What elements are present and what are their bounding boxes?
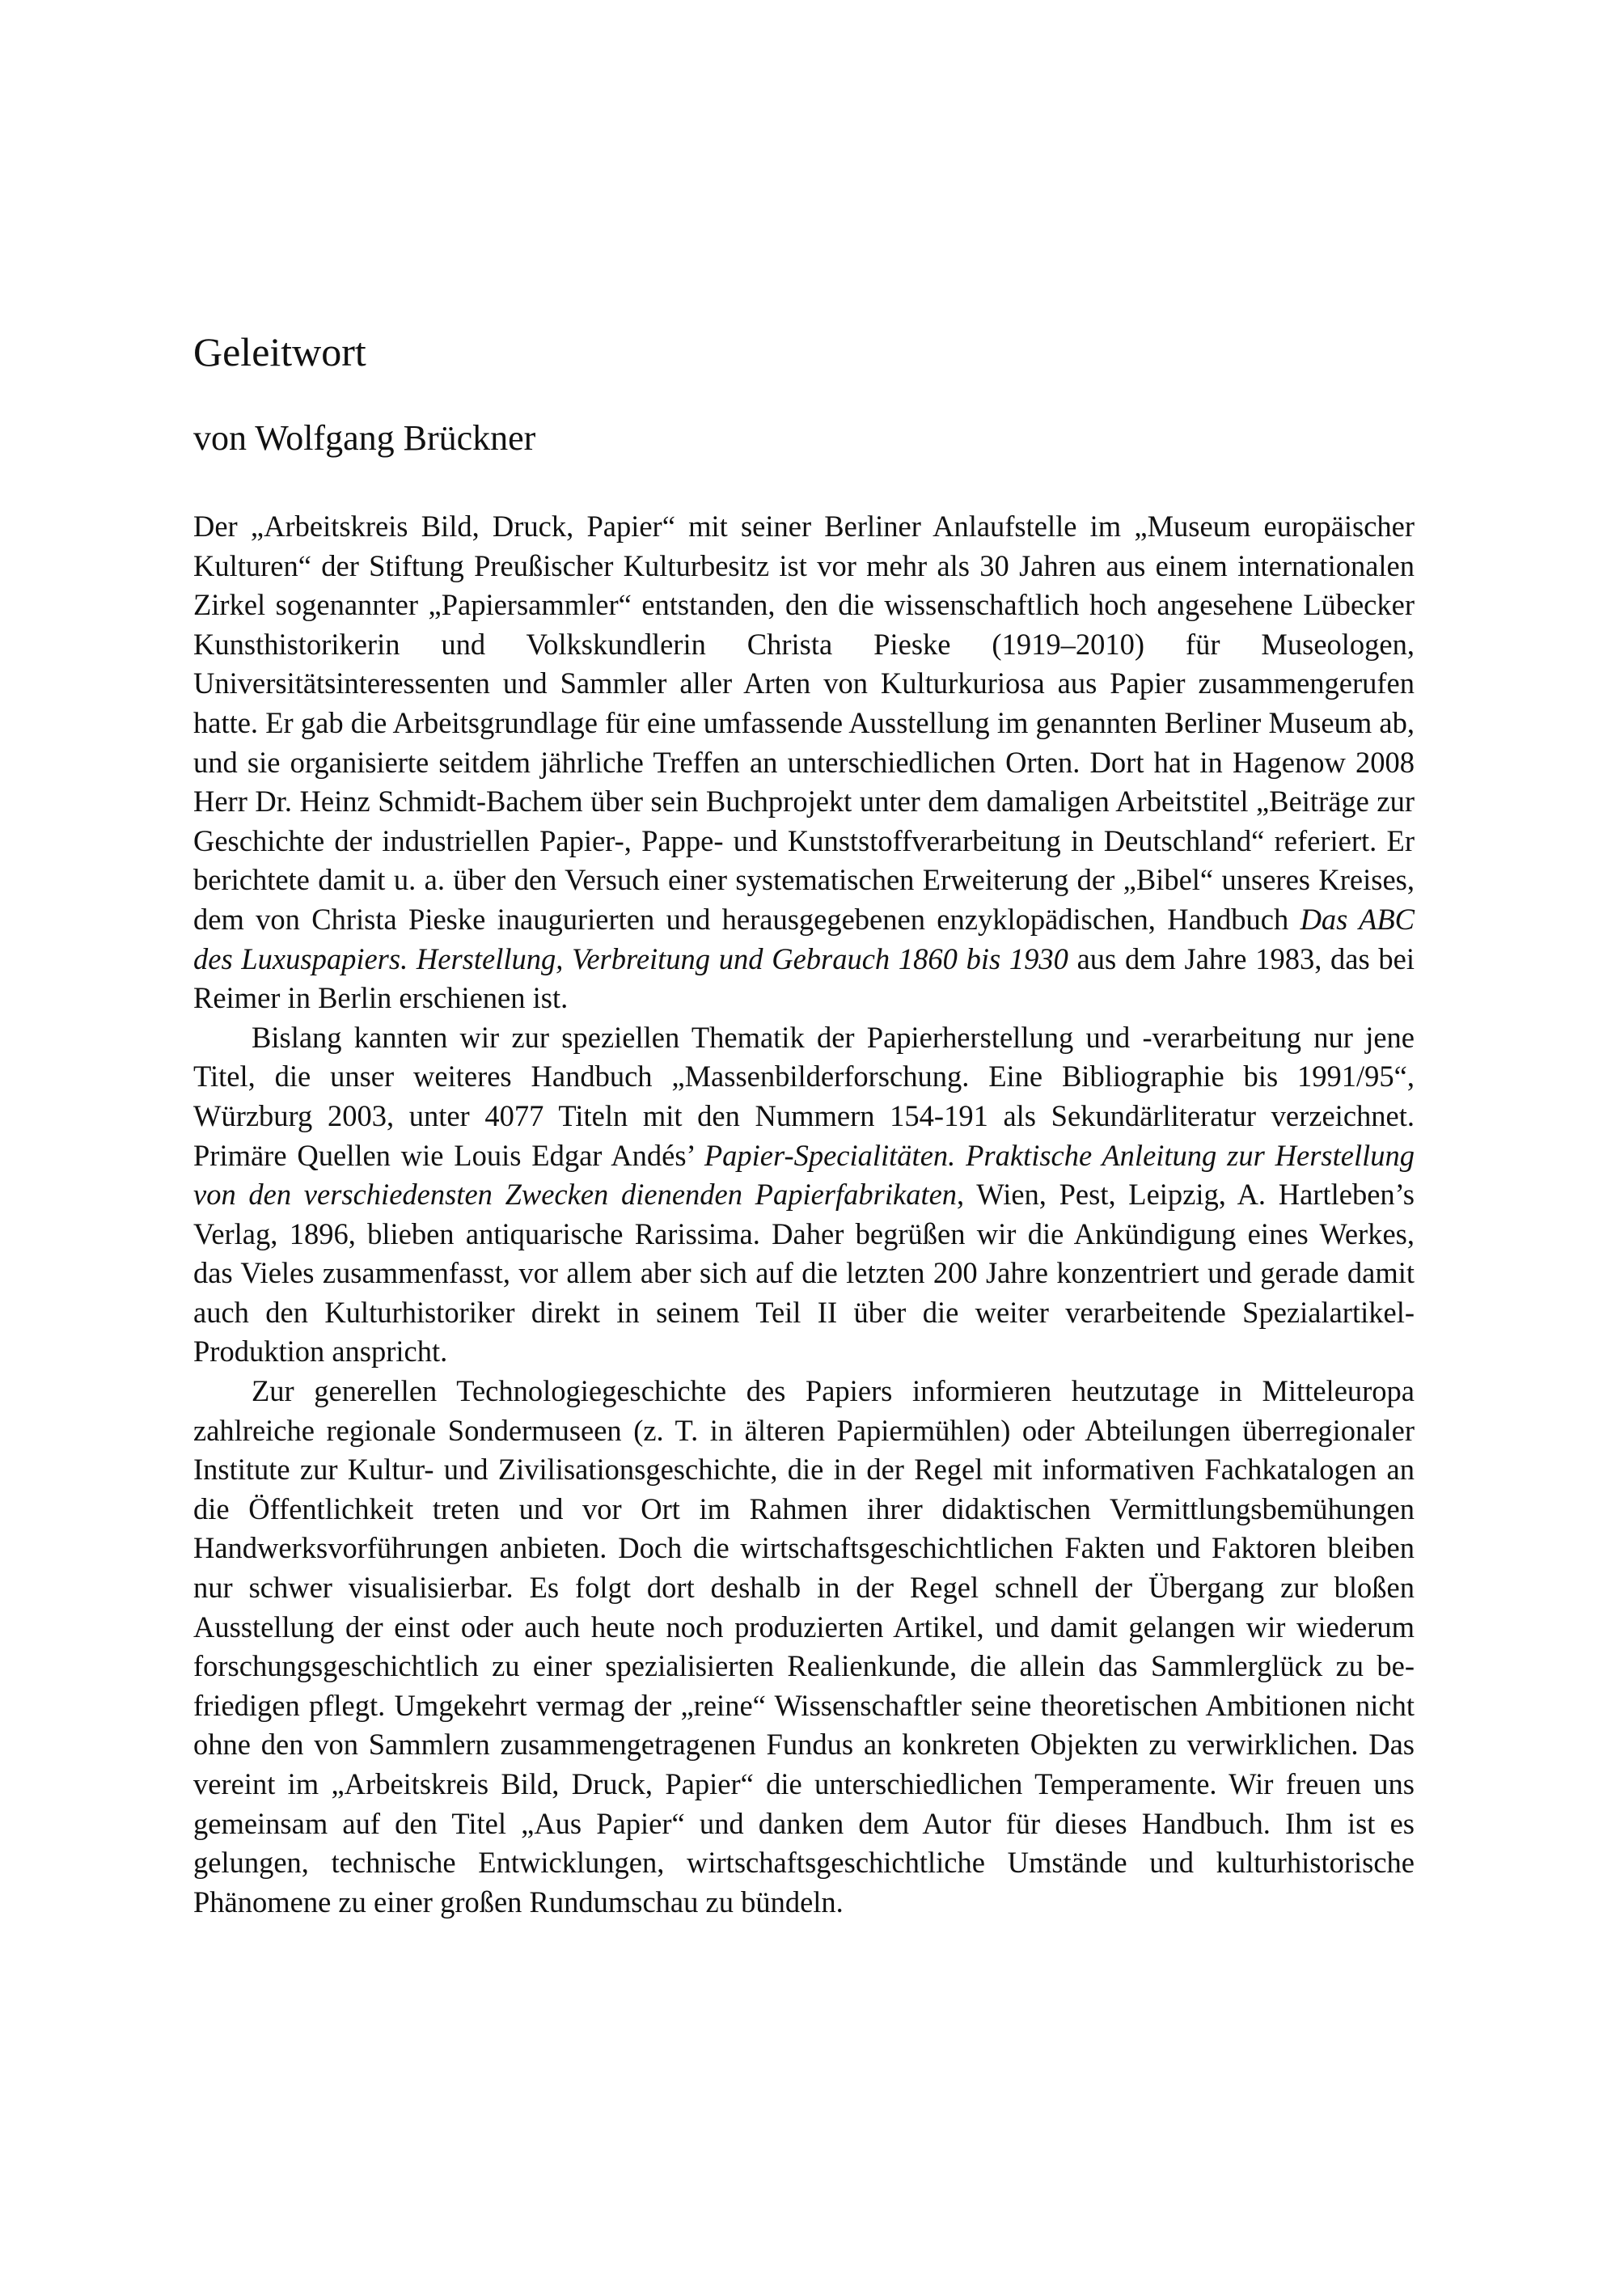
paragraph-3-text-1: Zur generellen Technologiegeschichte des Papiers informieren heutzutage in Mitteleuropa zahlreiche regionale Sondermuseen (z. T. in älteren Papiermühlen) oder Abteilungen überregionaler Institute zur Kultur- und Zivilisationsgeschichte, die in der Regel mit informativen Fachkatalogen an die Öffentlichkeit treten und vor Ort im Rahmen ihrer didaktischen Vermittlungsbemühungen Handwerksvorführungen anbieten. Doch die wirtschaftsgeschichtlichen Fakten und Faktoren bleiben nur schwer visualisierbar. Es folgt dort deshalb in der Regel schnell der Übergang zur bloßen Ausstellung der einst oder auch heute noch produzierten Artikel, und damit gelangen wir wiederum forschungsgeschichtlich zu einer spezialisierten Realienkunde, die allein das Sammlerglück zu befriedigen pflegt. Umgekehrt vermag der „reine“ Wissenschaftler seine theoretischen Ambitionen nicht ohne den von Sammlern zusammengetragenen Fundus an konkreten Objekten zu verwirklichen. Das vereint im „Arbeitskreis Bild, Druck, Papier“ die unterschiedlichen Temperamente. Wir freuen uns gemeinsam auf den Titel „Aus Papier“ und danken dem Autor für dieses Handbuch. Ihm ist es gelungen, technische Entwicklungen, wirtschaftsgeschichtliche Umstände und kulturhistorische Phänomene zu einer großen Rundumschau zu bündeln. xyxy=(193,1374,1415,1919)
paragraph-3 xyxy=(193,1372,1415,1922)
paragraph-1-text-1: Der „Arbeitskreis Bild, Druck, Papier“ mit seiner Berliner Anlaufstelle im „Museum europäischer Kulturen“ der Stiftung Preußischer Kulturbesitz ist vor mehr als 30 Jahren aus einem internationalen Zirkel sogenannter „Papiersammler“ entstanden, den die wissenschaftlich hoch angesehene Lübecker Kunsthistorikerin und Volkskundlerin Christa Pieske (1919–2010) für Museologen, Universitätsinteressenten und Sammler aller Arten von Kulturkuriosa aus Papier zusammengerufen hatte. Er gab die Arbeitsgrundlage für eine umfassende Ausstellung im genannten Berliner Museum ab, und sie organisierte seitdem jährliche Treffen an unterschiedlichen Orten. Dort hat in Hagenow 2008 Herr Dr. Heinz Schmidt-Bachem über sein Buchprojekt unter dem damaligen Arbeitstitel „Beiträge zur Geschichte der industriellen Papier-, Pappe- und Kunststoffverarbeitung in Deutschland“ referiert. Er berichtete damit u. a. über den Versuch einer systematischen Erweiterung der „Bibel“ unseres Kreises, dem von Christa Pieske inaugurierten und herausgegebenen enzyklopädischen, Handbuch xyxy=(193,510,1415,936)
paragraph-1-text-2: aus dem Jahre 1983, das bei Reimer in Berlin erschienen ist. xyxy=(193,941,1415,1015)
paragraph-1 xyxy=(193,507,1415,1018)
paragraph-2-book-title: Papier-Specialitäten. Praktische Anleitung zur Herstellung von den verschiedensten Zwecken dienenden Papierfabrikaten xyxy=(193,1138,1415,1212)
body-text xyxy=(193,507,1415,1922)
paragraph-2-text-1: Bislang kannten wir zur speziellen Thematik der Papierherstellung und -verarbeitung nur jene Titel, die unser weiteres Handbuch „Massenbilderforschung. Eine Bibliographie bis 1991/95“, Würzburg 2003, unter 4077 Titeln mit den Nummern 154-191 als Sekundärliteratur verzeichnet. Primäre Quellen wie Louis Edgar Andés’ xyxy=(193,1020,1415,1172)
page-title: Geleitwort xyxy=(193,329,366,374)
page-subtitle: von Wolfgang Brückner xyxy=(193,418,536,458)
paragraph-2 xyxy=(193,1018,1415,1372)
paragraph-2-text-2: , Wien, Pest, Leipzig, A. Hartleben’s Verlag, 1896, blieben antiquarische Rarissima. Daher begrüßen wir die Ankündigung eines Werkes, das Vieles zusammenfasst, vor allem aber sich auf die letzten 200 Jahre konzentriert und gerade damit auch den Kulturhistoriker direkt in seinem Teil II über die weiter verarbeitende Spezialartikel-Produktion anspricht. xyxy=(193,1178,1415,1369)
paragraph-1-book-title: Das ABC des Luxuspapiers. Herstellung, Verbreitung und Gebrauch 1860 bis 1930 xyxy=(193,902,1415,975)
page-content xyxy=(193,328,1415,1922)
